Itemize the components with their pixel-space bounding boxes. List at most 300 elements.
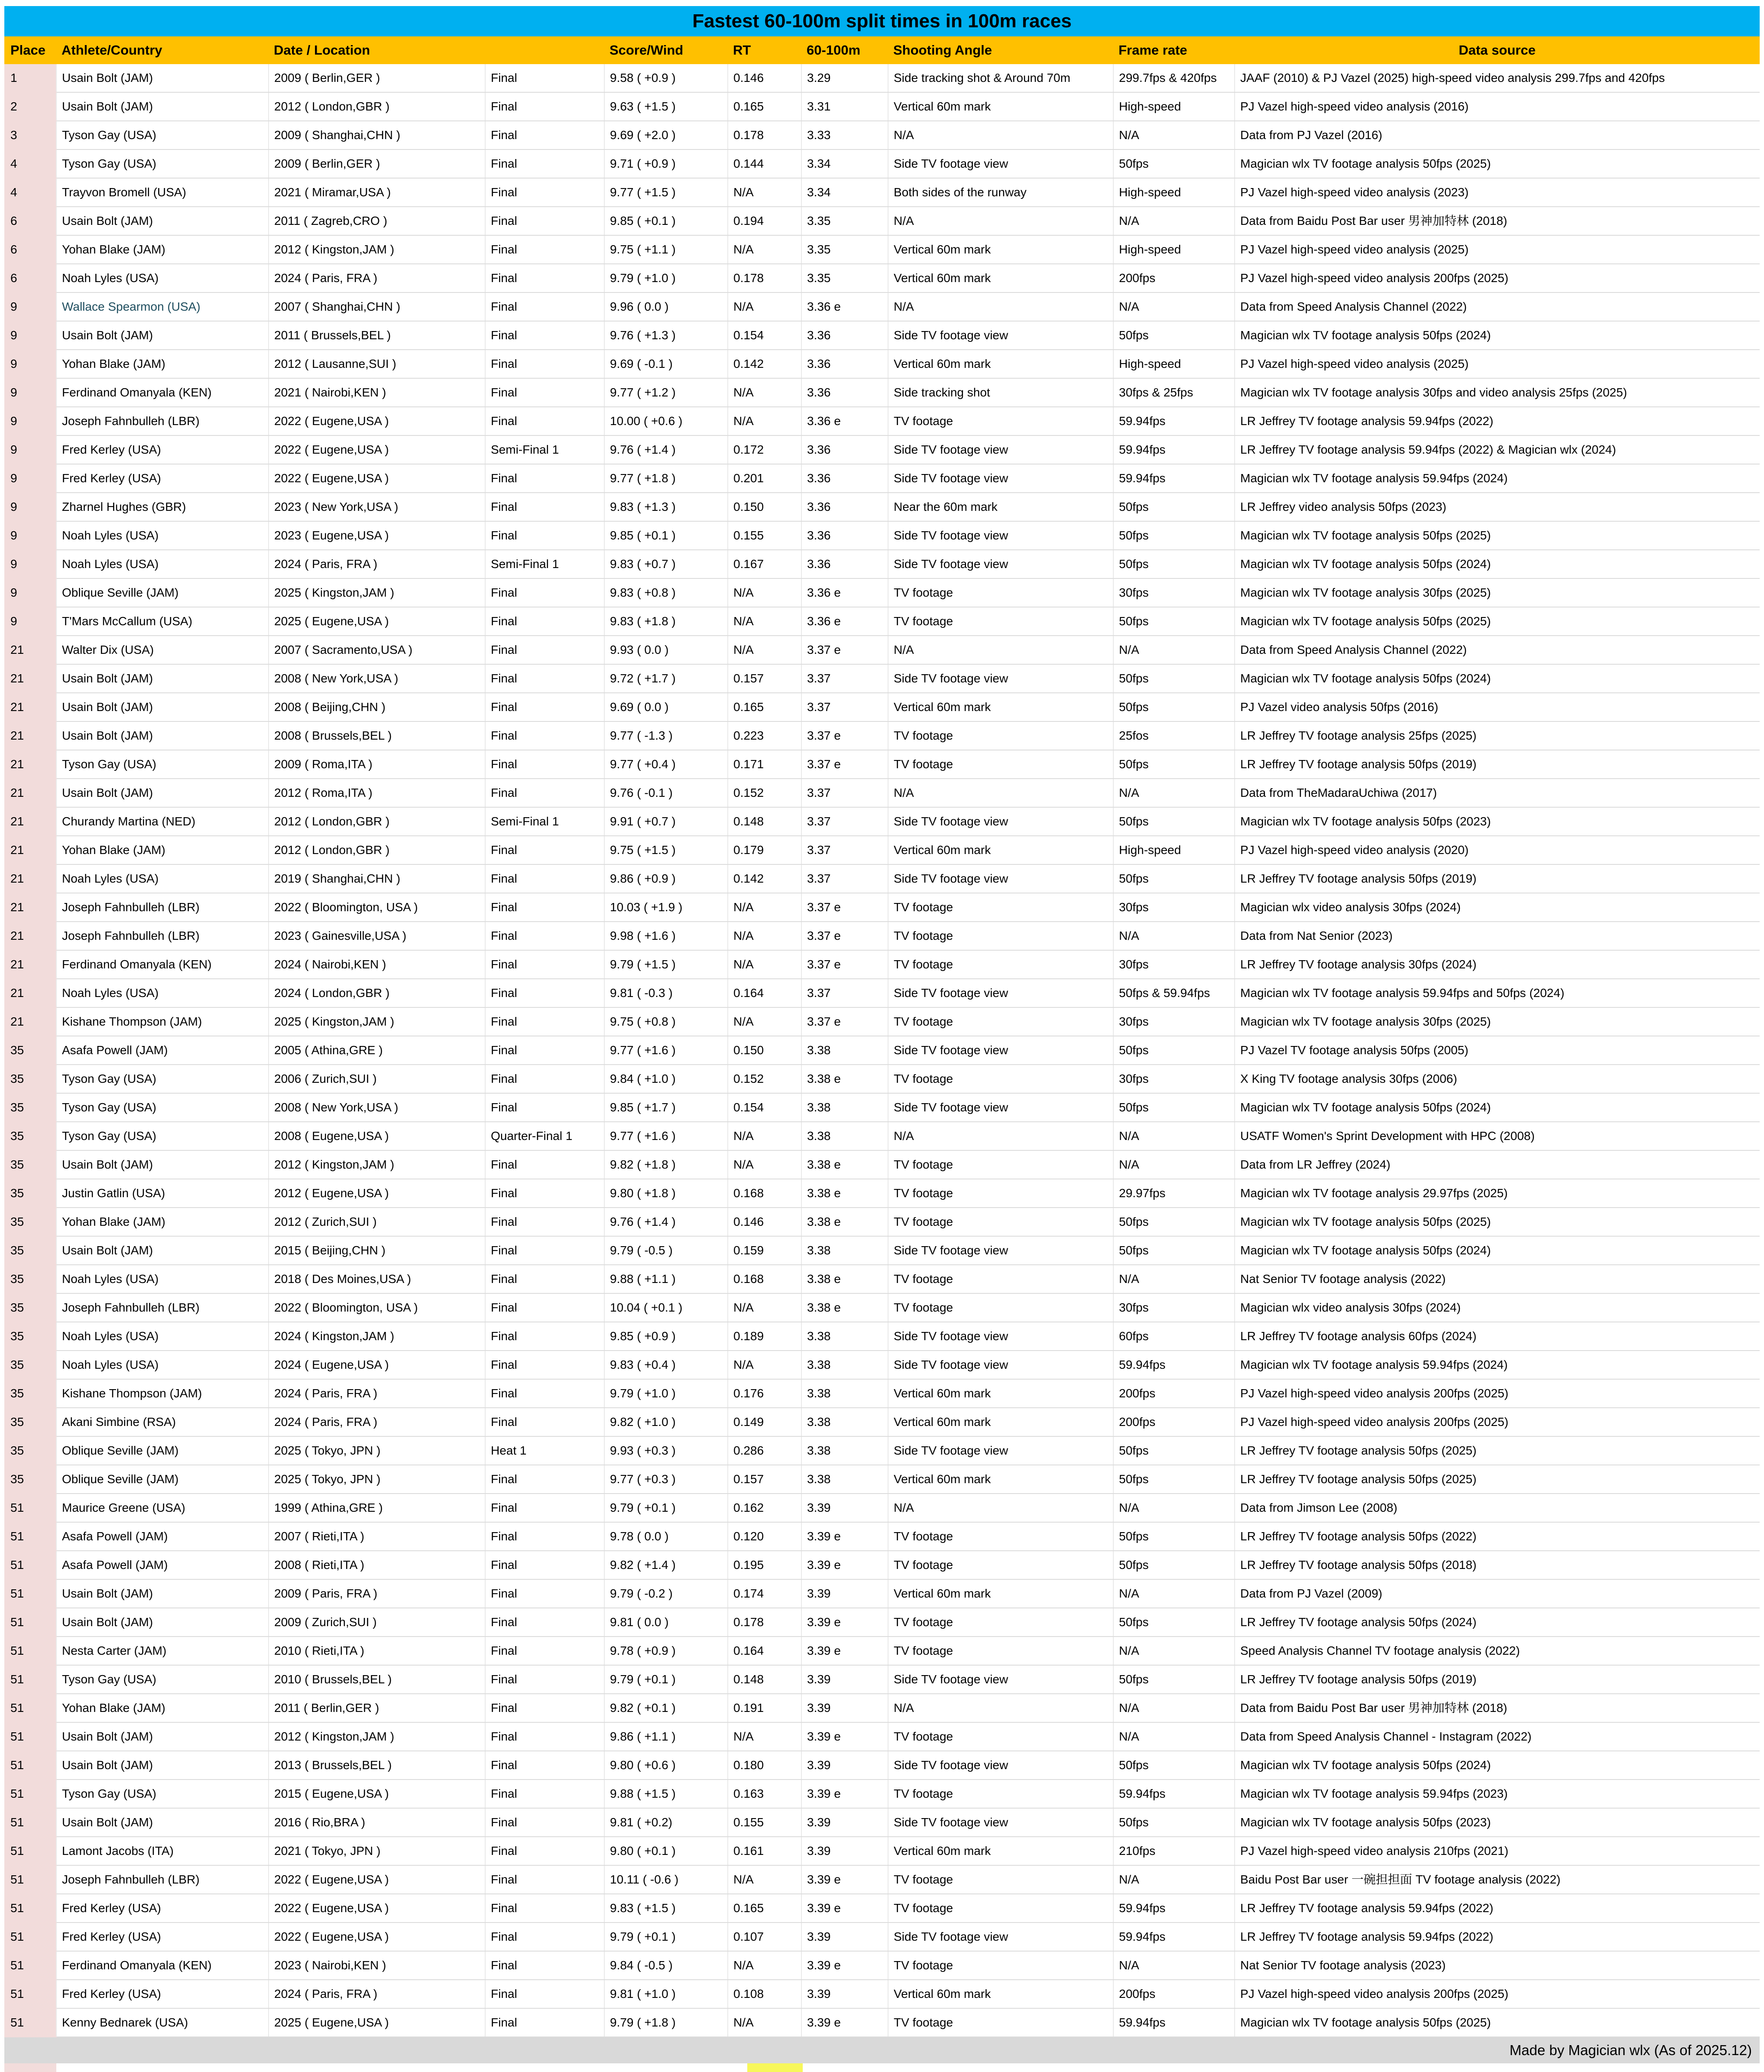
cell-score: 9.79 ( +1.0 ) xyxy=(604,1379,728,1408)
cell-source: LR Jeffrey TV footage analysis 50fps (2024) xyxy=(1235,1608,1760,1637)
table-row xyxy=(4,578,1760,607)
cell-date: 2012 ( Kingston,JAM ) xyxy=(269,1150,485,1179)
cell-place: 51 xyxy=(4,1751,56,1780)
cell-round: Final xyxy=(485,64,604,92)
cell-place: 35 xyxy=(4,1236,56,1265)
cell-source: Data from Nat Senior (2023) xyxy=(1235,922,1760,950)
table-row xyxy=(4,1408,1760,1436)
cell-place: 21 xyxy=(4,922,56,950)
cell-place: 35 xyxy=(4,1436,56,1465)
cell-round: Final xyxy=(485,1722,604,1751)
cell-split: 3.33 xyxy=(801,121,888,149)
table-row xyxy=(4,64,1760,92)
table-row xyxy=(4,1122,1760,1150)
cell-split: 3.34 xyxy=(801,178,888,207)
cell-athlete: Usain Bolt (JAM) xyxy=(56,693,269,721)
cell-split: 3.37 xyxy=(801,664,888,693)
cell-split: 3.38 xyxy=(801,1408,888,1436)
cell-place: 21 xyxy=(4,893,56,922)
cell-date: 1999 ( Athina,GRE ) xyxy=(269,1494,485,1522)
cell-rt: 0.174 xyxy=(728,1579,801,1608)
cell-angle: TV footage xyxy=(888,1951,1113,1980)
table-row xyxy=(4,1780,1760,1808)
cell-source: Magician wlx TV footage analysis 50fps (2024) xyxy=(1235,550,1760,578)
cell-round: Final xyxy=(485,1751,604,1780)
cell-rt: N/A xyxy=(728,1722,801,1751)
cell-angle: TV footage xyxy=(888,407,1113,435)
cell-score: 9.83 ( +1.5 ) xyxy=(604,1894,728,1923)
cell-date: 2011 ( Berlin,GER ) xyxy=(269,1694,485,1722)
cell-round: Final xyxy=(485,149,604,178)
cell-angle: TV footage xyxy=(888,1065,1113,1093)
cell-athlete: Walter Dix (USA) xyxy=(56,636,269,664)
cell-split: 3.37 xyxy=(801,779,888,807)
cell-framerate: 50fps xyxy=(1113,1522,1235,1551)
cell-date: 2008 ( Rieti,ITA ) xyxy=(269,1551,485,1579)
cell-place: 51 xyxy=(4,1923,56,1951)
cell-rt: 0.148 xyxy=(728,1665,801,1694)
cell-framerate: 50fps xyxy=(1113,149,1235,178)
cell-athlete: Usain Bolt (JAM) xyxy=(56,1751,269,1780)
cell-place: 9 xyxy=(4,464,56,493)
cell-round: Final xyxy=(485,578,604,607)
cell-date: 2022 ( Bloomington, USA ) xyxy=(269,1293,485,1322)
cell-angle: Side TV footage view xyxy=(888,979,1113,1007)
table-row xyxy=(4,378,1760,407)
cell-date: 2023 ( Gainesville,USA ) xyxy=(269,922,485,950)
cell-rt: 0.194 xyxy=(728,207,801,235)
table-row xyxy=(4,1637,1760,1665)
cell-angle: TV footage xyxy=(888,578,1113,607)
cell-split: 3.37 xyxy=(801,836,888,864)
table-row xyxy=(4,1208,1760,1236)
cell-framerate: N/A xyxy=(1113,1722,1235,1751)
cell-athlete: Noah Lyles (USA) xyxy=(56,264,269,292)
cell-score: 9.80 ( +1.8 ) xyxy=(604,1179,728,1208)
cell-source: Data from Speed Analysis Channel (2022) xyxy=(1235,292,1760,321)
cell-source: LR Jeffrey TV footage analysis 59.94fps (2022) xyxy=(1235,1894,1760,1923)
cell-place: 4 xyxy=(4,149,56,178)
cell-score: 9.81 ( -0.3 ) xyxy=(604,979,728,1007)
cell-angle: Vertical 60m mark xyxy=(888,264,1113,292)
cell-athlete: Usain Bolt (JAM) xyxy=(56,664,269,693)
table-row xyxy=(4,1923,1760,1951)
cell-split: 3.36 xyxy=(801,521,888,550)
cell-framerate: N/A xyxy=(1113,1951,1235,1980)
cell-rt: 0.168 xyxy=(728,1179,801,1208)
cell-framerate: High-speed xyxy=(1113,235,1235,264)
cell-framerate: 50fps xyxy=(1113,1665,1235,1694)
cell-source: LR Jeffrey TV footage analysis 50fps (2019) xyxy=(1235,750,1760,779)
cell-athlete: Joseph Fahnbulleh (LBR) xyxy=(56,407,269,435)
cell-round: Final xyxy=(485,1837,604,1865)
cell-source: LR Jeffrey TV footage analysis 50fps (2025) xyxy=(1235,1436,1760,1465)
cell-angle: Side TV footage view xyxy=(888,321,1113,350)
cell-split: 3.36 e xyxy=(801,578,888,607)
cell-angle: Side TV footage view xyxy=(888,1236,1113,1265)
cell-framerate: N/A xyxy=(1113,1494,1235,1522)
table-row xyxy=(4,607,1760,636)
cell-split: 3.39 e xyxy=(801,1951,888,1980)
cell-round: Final xyxy=(485,950,604,979)
cell-angle: Vertical 60m mark xyxy=(888,836,1113,864)
cell-source: Magician wlx TV footage analysis 50fps (2025) xyxy=(1235,149,1760,178)
cell-rt: N/A xyxy=(728,1951,801,1980)
cell-rt: 0.171 xyxy=(728,750,801,779)
cell-split: 3.38 e xyxy=(801,1179,888,1208)
cell-place: 51 xyxy=(4,1980,56,2008)
cell-source: Data from PJ Vazel (2016) xyxy=(1235,121,1760,149)
cell-rt: 0.150 xyxy=(728,493,801,521)
cell-place: 35 xyxy=(4,1179,56,1208)
cell-score: 9.77 ( +1.5 ) xyxy=(604,178,728,207)
cell-split: 3.37 xyxy=(801,979,888,1007)
cell-place: 51 xyxy=(4,1637,56,1665)
cell-athlete: Noah Lyles (USA) xyxy=(56,1265,269,1293)
cell-athlete: Usain Bolt (JAM) xyxy=(56,721,269,750)
cell-round: Final xyxy=(485,1007,604,1036)
cell-split: 3.39 xyxy=(801,1923,888,1951)
cell-score: 9.78 ( 0.0 ) xyxy=(604,1522,728,1551)
cell-score: 9.85 ( +0.9 ) xyxy=(604,1322,728,1351)
cell-round: Final xyxy=(485,464,604,493)
cell-round: Final xyxy=(485,207,604,235)
cell-framerate: 59.94fps xyxy=(1113,1780,1235,1808)
table-row xyxy=(4,1265,1760,1293)
cell-athlete: Nesta Carter (JAM) xyxy=(56,1637,269,1665)
cell-round: Final xyxy=(485,1351,604,1379)
cell-date: 2010 ( Rieti,ITA ) xyxy=(269,1637,485,1665)
table-row xyxy=(4,1007,1760,1036)
cell-angle: TV footage xyxy=(888,1894,1113,1923)
cell-split: 3.39 e xyxy=(801,1894,888,1923)
cell-round: Final xyxy=(485,1980,604,2008)
cell-place: 51 xyxy=(4,1551,56,1579)
cell-framerate: 50fps xyxy=(1113,550,1235,578)
cell-framerate: 50fps xyxy=(1113,1236,1235,1265)
table-row xyxy=(4,864,1760,893)
cell-source: Magician wlx TV footage analysis 50fps (2025) xyxy=(1235,521,1760,550)
table-row xyxy=(4,979,1760,1007)
cell-athlete: Usain Bolt (JAM) xyxy=(56,321,269,350)
column-header-score: Score/Wind xyxy=(604,36,728,64)
cell-athlete: Joseph Fahnbulleh (LBR) xyxy=(56,922,269,950)
cell-framerate: 50fps xyxy=(1113,1036,1235,1065)
cell-date: 2022 ( Eugene,USA ) xyxy=(269,435,485,464)
cell-framerate: 50fps & 59.94fps xyxy=(1113,979,1235,1007)
cell-angle: Side tracking shot xyxy=(888,378,1113,407)
cell-score: 10.04 ( +0.1 ) xyxy=(604,1293,728,1322)
cell-source: Magician wlx TV footage analysis 59.94fps (2024) xyxy=(1235,1351,1760,1379)
cell-place: 9 xyxy=(4,378,56,407)
cell-score: 10.11 ( -0.6 ) xyxy=(604,1865,728,1894)
cell-round: Final xyxy=(485,350,604,378)
cell-rt: N/A xyxy=(728,1007,801,1036)
cell-source: LR Jeffrey TV footage analysis 50fps (2018) xyxy=(1235,1551,1760,1579)
cell-athlete: Tyson Gay (USA) xyxy=(56,121,269,149)
cell-angle: TV footage xyxy=(888,922,1113,950)
cell-angle: TV footage xyxy=(888,1865,1113,1894)
cell-split: 3.39 e xyxy=(801,1865,888,1894)
cell-round: Final xyxy=(485,1236,604,1265)
cell-rt: N/A xyxy=(728,178,801,207)
table-row xyxy=(4,893,1760,922)
credit-text: Made by Magician wlx (As of 2025.12) xyxy=(1509,2042,1752,2058)
cell-angle: Side tracking shot & Around 70m xyxy=(888,64,1113,92)
cell-round: Final xyxy=(485,636,604,664)
cell-framerate: 50fps xyxy=(1113,1436,1235,1465)
cell-split: 3.35 xyxy=(801,264,888,292)
cell-place: 6 xyxy=(4,235,56,264)
cell-rt: 0.108 xyxy=(728,1980,801,2008)
cell-rt: 0.157 xyxy=(728,664,801,693)
cell-score: 9.77 ( +0.3 ) xyxy=(604,1465,728,1494)
cell-split: 3.39 e xyxy=(801,1608,888,1637)
cell-place: 21 xyxy=(4,807,56,836)
cell-score: 9.77 ( +1.2 ) xyxy=(604,378,728,407)
cell-round: Final xyxy=(485,750,604,779)
table-row xyxy=(4,292,1760,321)
cell-rt: N/A xyxy=(728,1122,801,1150)
cell-score: 9.98 ( +1.6 ) xyxy=(604,922,728,950)
cell-place: 21 xyxy=(4,636,56,664)
cell-angle: TV footage xyxy=(888,1208,1113,1236)
cell-score: 9.76 ( +1.4 ) xyxy=(604,435,728,464)
cell-place: 4 xyxy=(4,178,56,207)
table-row xyxy=(4,1522,1760,1551)
cell-round: Heat 1 xyxy=(485,1436,604,1465)
cell-date: 2024 ( Paris, FRA ) xyxy=(269,1408,485,1436)
cell-framerate: N/A xyxy=(1113,292,1235,321)
cell-source: PJ Vazel high-speed video analysis 200fps (2025) xyxy=(1235,1980,1760,2008)
cell-date: 2021 ( Tokyo, JPN ) xyxy=(269,1837,485,1865)
cell-angle: TV footage xyxy=(888,1551,1113,1579)
table-row xyxy=(4,750,1760,779)
cell-athlete: Asafa Powell (JAM) xyxy=(56,1036,269,1065)
cell-framerate: 60fps xyxy=(1113,1322,1235,1351)
cell-source: Magician wlx video analysis 30fps (2024) xyxy=(1235,1293,1760,1322)
cell-source: PJ Vazel high-speed video analysis 210fps (2021) xyxy=(1235,1837,1760,1865)
cell-score: 9.69 ( -0.1 ) xyxy=(604,350,728,378)
cell-round: Final xyxy=(485,1579,604,1608)
column-header-athlete: Athlete/Country xyxy=(56,36,269,64)
table-row xyxy=(4,321,1760,350)
table-row xyxy=(4,1465,1760,1494)
cell-angle: Side TV footage view xyxy=(888,1808,1113,1837)
cell-split: 3.38 xyxy=(801,1036,888,1065)
cell-framerate: 50fps xyxy=(1113,750,1235,779)
table-row xyxy=(4,1808,1760,1837)
cell-date: 2012 ( Kingston,JAM ) xyxy=(269,1722,485,1751)
cell-date: 2007 ( Shanghai,CHN ) xyxy=(269,292,485,321)
cell-place: 21 xyxy=(4,836,56,864)
cell-round: Final xyxy=(485,264,604,292)
cell-athlete: Usain Bolt (JAM) xyxy=(56,207,269,235)
cell-source: Data from LR Jeffrey (2024) xyxy=(1235,1150,1760,1179)
cell-split: 3.36 xyxy=(801,493,888,521)
cell-source: PJ Vazel high-speed video analysis (2023) xyxy=(1235,178,1760,207)
cell-score: 9.77 ( +1.6 ) xyxy=(604,1036,728,1065)
cell-framerate: 50fps xyxy=(1113,1551,1235,1579)
cell-framerate: 59.94fps xyxy=(1113,1923,1235,1951)
cell-athlete: Oblique Seville (JAM) xyxy=(56,578,269,607)
cell-score: 9.71 ( +0.9 ) xyxy=(604,149,728,178)
cell-split: 3.37 xyxy=(801,864,888,893)
cell-framerate: N/A xyxy=(1113,207,1235,235)
cell-date: 2006 ( Zurich,SUI ) xyxy=(269,1065,485,1093)
table-row xyxy=(4,1951,1760,1980)
cell-round: Final xyxy=(485,178,604,207)
cell-place: 9 xyxy=(4,550,56,578)
cell-framerate: 50fps xyxy=(1113,493,1235,521)
table-row xyxy=(4,92,1760,121)
cell-angle: TV footage xyxy=(888,1265,1113,1293)
cell-split: 3.38 e xyxy=(801,1150,888,1179)
cell-split: 3.37 e xyxy=(801,1007,888,1036)
cell-rt: N/A xyxy=(728,1865,801,1894)
cell-round: Final xyxy=(485,1379,604,1408)
cell-place: 35 xyxy=(4,1150,56,1179)
cell-source: Data from Jimson Lee (2008) xyxy=(1235,1494,1760,1522)
cell-score: 9.84 ( -0.5 ) xyxy=(604,1951,728,1980)
cell-score: 9.76 ( -0.1 ) xyxy=(604,779,728,807)
cell-angle: TV footage xyxy=(888,607,1113,636)
cell-angle: Vertical 60m mark xyxy=(888,350,1113,378)
split-times-table xyxy=(4,36,1760,2037)
cell-round: Semi-Final 1 xyxy=(485,435,604,464)
cell-rt: 0.178 xyxy=(728,1608,801,1637)
cell-place: 21 xyxy=(4,693,56,721)
cell-framerate: 50fps xyxy=(1113,864,1235,893)
cell-score: 9.58 ( +0.9 ) xyxy=(604,64,728,92)
cell-split: 3.38 e xyxy=(801,1265,888,1293)
cell-split: 3.37 e xyxy=(801,893,888,922)
cell-score: 9.81 ( +0.2) xyxy=(604,1808,728,1837)
cell-athlete: Usain Bolt (JAM) xyxy=(56,92,269,121)
cell-score: 9.77 ( -1.3 ) xyxy=(604,721,728,750)
cell-framerate: N/A xyxy=(1113,1150,1235,1179)
table-row xyxy=(4,435,1760,464)
cell-rt: 0.155 xyxy=(728,521,801,550)
table-row xyxy=(4,521,1760,550)
cell-source: USATF Women's Sprint Development with HPC (2008) xyxy=(1235,1122,1760,1150)
table-row xyxy=(4,1608,1760,1637)
cell-place: 35 xyxy=(4,1122,56,1150)
cell-place: 35 xyxy=(4,1036,56,1065)
cell-place: 51 xyxy=(4,1608,56,1637)
cell-date: 2022 ( Eugene,USA ) xyxy=(269,464,485,493)
cell-source: PJ Vazel high-speed video analysis (2025) xyxy=(1235,235,1760,264)
cell-source: Data from Baidu Post Bar user 男神加特林 (2018) xyxy=(1235,1694,1760,1722)
cell-score: 9.77 ( +1.8 ) xyxy=(604,464,728,493)
cell-angle: Vertical 60m mark xyxy=(888,235,1113,264)
cell-framerate: N/A xyxy=(1113,1579,1235,1608)
cell-place: 51 xyxy=(4,1865,56,1894)
cell-athlete: Usain Bolt (JAM) xyxy=(56,1579,269,1608)
cell-place: 9 xyxy=(4,407,56,435)
cell-score: 9.75 ( +0.8 ) xyxy=(604,1007,728,1036)
cell-place: 9 xyxy=(4,578,56,607)
cell-angle: TV footage xyxy=(888,1637,1113,1665)
cell-athlete: Yohan Blake (JAM) xyxy=(56,1208,269,1236)
cell-place: 21 xyxy=(4,864,56,893)
cutoff-next-row xyxy=(4,2063,1760,2072)
cell-date: 2025 ( Eugene,USA ) xyxy=(269,607,485,636)
cell-rt: N/A xyxy=(728,922,801,950)
cell-round: Final xyxy=(485,1894,604,1923)
cell-athlete: Churandy Martina (NED) xyxy=(56,807,269,836)
cell-source: Data from Baidu Post Bar user 男神加特林 (2018) xyxy=(1235,207,1760,235)
cell-source: Magician wlx TV footage analysis 50fps (2025) xyxy=(1235,2008,1760,2037)
cell-framerate: 50fps xyxy=(1113,607,1235,636)
cell-rt: 0.164 xyxy=(728,1637,801,1665)
cell-split: 3.39 xyxy=(801,1579,888,1608)
cell-rt: N/A xyxy=(728,1351,801,1379)
cell-framerate: 30fps xyxy=(1113,950,1235,979)
cell-rt: 0.144 xyxy=(728,149,801,178)
cell-rt: 0.167 xyxy=(728,550,801,578)
cell-rt: N/A xyxy=(728,378,801,407)
cell-source: Nat Senior TV footage analysis (2022) xyxy=(1235,1265,1760,1293)
cell-score: 9.82 ( +1.4 ) xyxy=(604,1551,728,1579)
cell-date: 2007 ( Rieti,ITA ) xyxy=(269,1522,485,1551)
table-row xyxy=(4,1722,1760,1751)
table-row xyxy=(4,950,1760,979)
cell-date: 2025 ( Kingston,JAM ) xyxy=(269,1007,485,1036)
cell-athlete: Justin Gatlin (USA) xyxy=(56,1179,269,1208)
cell-framerate: N/A xyxy=(1113,636,1235,664)
cell-place: 21 xyxy=(4,721,56,750)
cell-rt: 0.120 xyxy=(728,1522,801,1551)
cell-score: 9.83 ( +1.8 ) xyxy=(604,607,728,636)
cell-rt: N/A xyxy=(728,636,801,664)
cell-angle: N/A xyxy=(888,636,1113,664)
cell-source: PJ Vazel video analysis 50fps (2016) xyxy=(1235,693,1760,721)
cell-athlete: Usain Bolt (JAM) xyxy=(56,1150,269,1179)
cell-framerate: 30fps xyxy=(1113,1293,1235,1322)
cell-angle: TV footage xyxy=(888,1007,1113,1036)
cell-rt: 0.146 xyxy=(728,64,801,92)
cell-source: LR Jeffrey TV footage analysis 50fps (2025) xyxy=(1235,1465,1760,1494)
cell-angle: Vertical 60m mark xyxy=(888,1379,1113,1408)
cell-round: Final xyxy=(485,1923,604,1951)
cell-source: LR Jeffrey TV footage analysis 50fps (2022) xyxy=(1235,1522,1760,1551)
cell-source: Magician wlx TV footage analysis 50fps (2023) xyxy=(1235,807,1760,836)
cell-date: 2024 ( Kingston,JAM ) xyxy=(269,1322,485,1351)
cell-framerate: 30fps xyxy=(1113,893,1235,922)
cell-angle: TV footage xyxy=(888,2008,1113,2037)
cell-framerate: 200fps xyxy=(1113,1980,1235,2008)
cell-athlete: Fred Kerley (USA) xyxy=(56,1923,269,1951)
cell-place: 35 xyxy=(4,1093,56,1122)
cell-date: 2012 ( Zurich,SUI ) xyxy=(269,1208,485,1236)
cell-athlete: Asafa Powell (JAM) xyxy=(56,1551,269,1579)
cell-framerate: 50fps xyxy=(1113,693,1235,721)
cell-split: 3.36 xyxy=(801,378,888,407)
cell-split: 3.38 xyxy=(801,1436,888,1465)
cell-place: 51 xyxy=(4,1951,56,1980)
cell-athlete: Ferdinand Omanyala (KEN) xyxy=(56,378,269,407)
cell-place: 21 xyxy=(4,750,56,779)
cell-angle: Vertical 60m mark xyxy=(888,1465,1113,1494)
cell-athlete: Noah Lyles (USA) xyxy=(56,1322,269,1351)
cell-place: 21 xyxy=(4,664,56,693)
cell-round: Final xyxy=(485,1293,604,1322)
cell-angle: TV footage xyxy=(888,1722,1113,1751)
cell-source: Magician wlx TV footage analysis 30fps (2025) xyxy=(1235,1007,1760,1036)
cell-round: Final xyxy=(485,92,604,121)
cell-score: 9.79 ( +1.8 ) xyxy=(604,2008,728,2037)
